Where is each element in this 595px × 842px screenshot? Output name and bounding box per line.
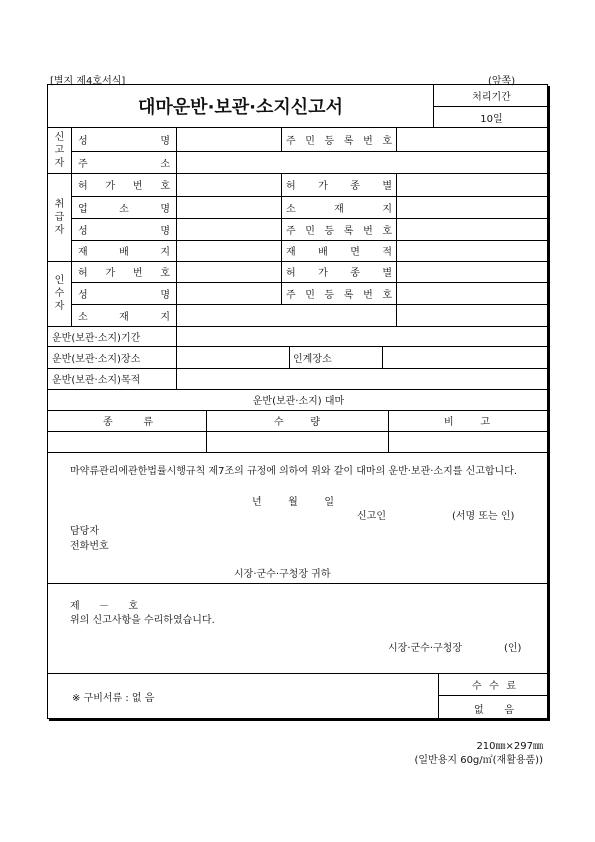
report-form <box>47 84 548 719</box>
reporter-section-label: 신 고 자 <box>54 131 65 169</box>
handler-location-label: 소 재 지 <box>286 203 392 215</box>
handler-cultivation-area-label: 재 배 면 적 <box>286 247 392 258</box>
processing-period-value: 10일 <box>480 113 503 125</box>
handler-cultivation-site-label: 재 배 지 <box>78 247 170 258</box>
declaration-date: 년 월 일 <box>252 496 334 508</box>
phone-label: 전화번호 <box>70 540 109 552</box>
reporter-id-label: 주 민 등 록 번 호 <box>286 135 392 147</box>
column-type-label: 종 류 <box>103 417 153 428</box>
page-side-label: (앞쪽) <box>488 76 516 87</box>
transport-period-label: 운반(보관·소지)기간 <box>52 332 141 344</box>
handover-place-label: 인계장소 <box>293 353 332 365</box>
acceptance-number: 제 － 호 <box>70 600 138 612</box>
receiver-license-no-label: 허 가 번 호 <box>78 268 170 279</box>
fee-value: 없 음 <box>474 704 514 716</box>
receiver-name-label: 성 명 <box>78 289 170 301</box>
receiver-section-label: 인 수 자 <box>54 275 65 312</box>
form-number: [별지 제4호서식] <box>50 76 126 87</box>
receiver-license-type-label: 허 가 종 별 <box>286 268 392 279</box>
handler-id-label: 주 민 등 록 번 호 <box>286 225 392 237</box>
handler-name-label: 성 명 <box>78 225 170 237</box>
reporter-address-label: 주 소 <box>78 158 170 170</box>
signature-hint: (서명 또는 인) <box>452 510 515 522</box>
receiver-id-label: 주 민 등 록 번 호 <box>286 289 392 301</box>
paper-size: 210㎜×297㎜ <box>476 741 543 752</box>
acceptance-seal: (인) <box>504 642 522 654</box>
form-title: 대마운반·보관·소지신고서 <box>138 97 343 118</box>
reporter-signature-label: 신고인 <box>357 510 386 522</box>
fee-label: 수 수 료 <box>472 680 516 692</box>
column-quantity-label: 수 량 <box>274 417 320 428</box>
cannabis-table-header: 운반(보관·소지) 대마 <box>252 396 345 407</box>
processing-period-label: 처리기간 <box>472 92 511 103</box>
handler-license-type-label: 허 가 종 별 <box>286 181 392 192</box>
handler-business-name-label: 업 소 명 <box>78 203 170 215</box>
handler-license-no-label: 허 가 번 호 <box>78 181 170 192</box>
receiver-location-label: 소 재 지 <box>78 311 170 323</box>
reporter-name-label: 성 명 <box>78 135 170 147</box>
column-remarks-label: 비 고 <box>444 417 490 428</box>
handler-section-label: 취 급 자 <box>54 198 65 236</box>
staff-label: 담당자 <box>70 525 99 537</box>
acceptance-authority: 시장·군수·구청장 <box>388 642 462 654</box>
addressee: 시장·군수·구청장 귀하 <box>234 568 331 580</box>
transport-purpose-label: 운반(보관·소지)목적 <box>52 375 141 386</box>
attachments-note: ※ 구비서류 : 없 음 <box>72 693 155 704</box>
acceptance-text: 위의 신고사항을 수리하였습니다. <box>70 614 215 626</box>
declaration-text: 마약류관리에관한법률시행규칙 제7조의 규정에 의하여 위와 같이 대마의 운반·보관·소지를 신고합니다. <box>70 466 518 477</box>
transport-place-label: 운반(보관·소지)장소 <box>52 353 141 365</box>
paper-type: (일반용지 60g/㎡(재활용품)) <box>414 755 543 766</box>
